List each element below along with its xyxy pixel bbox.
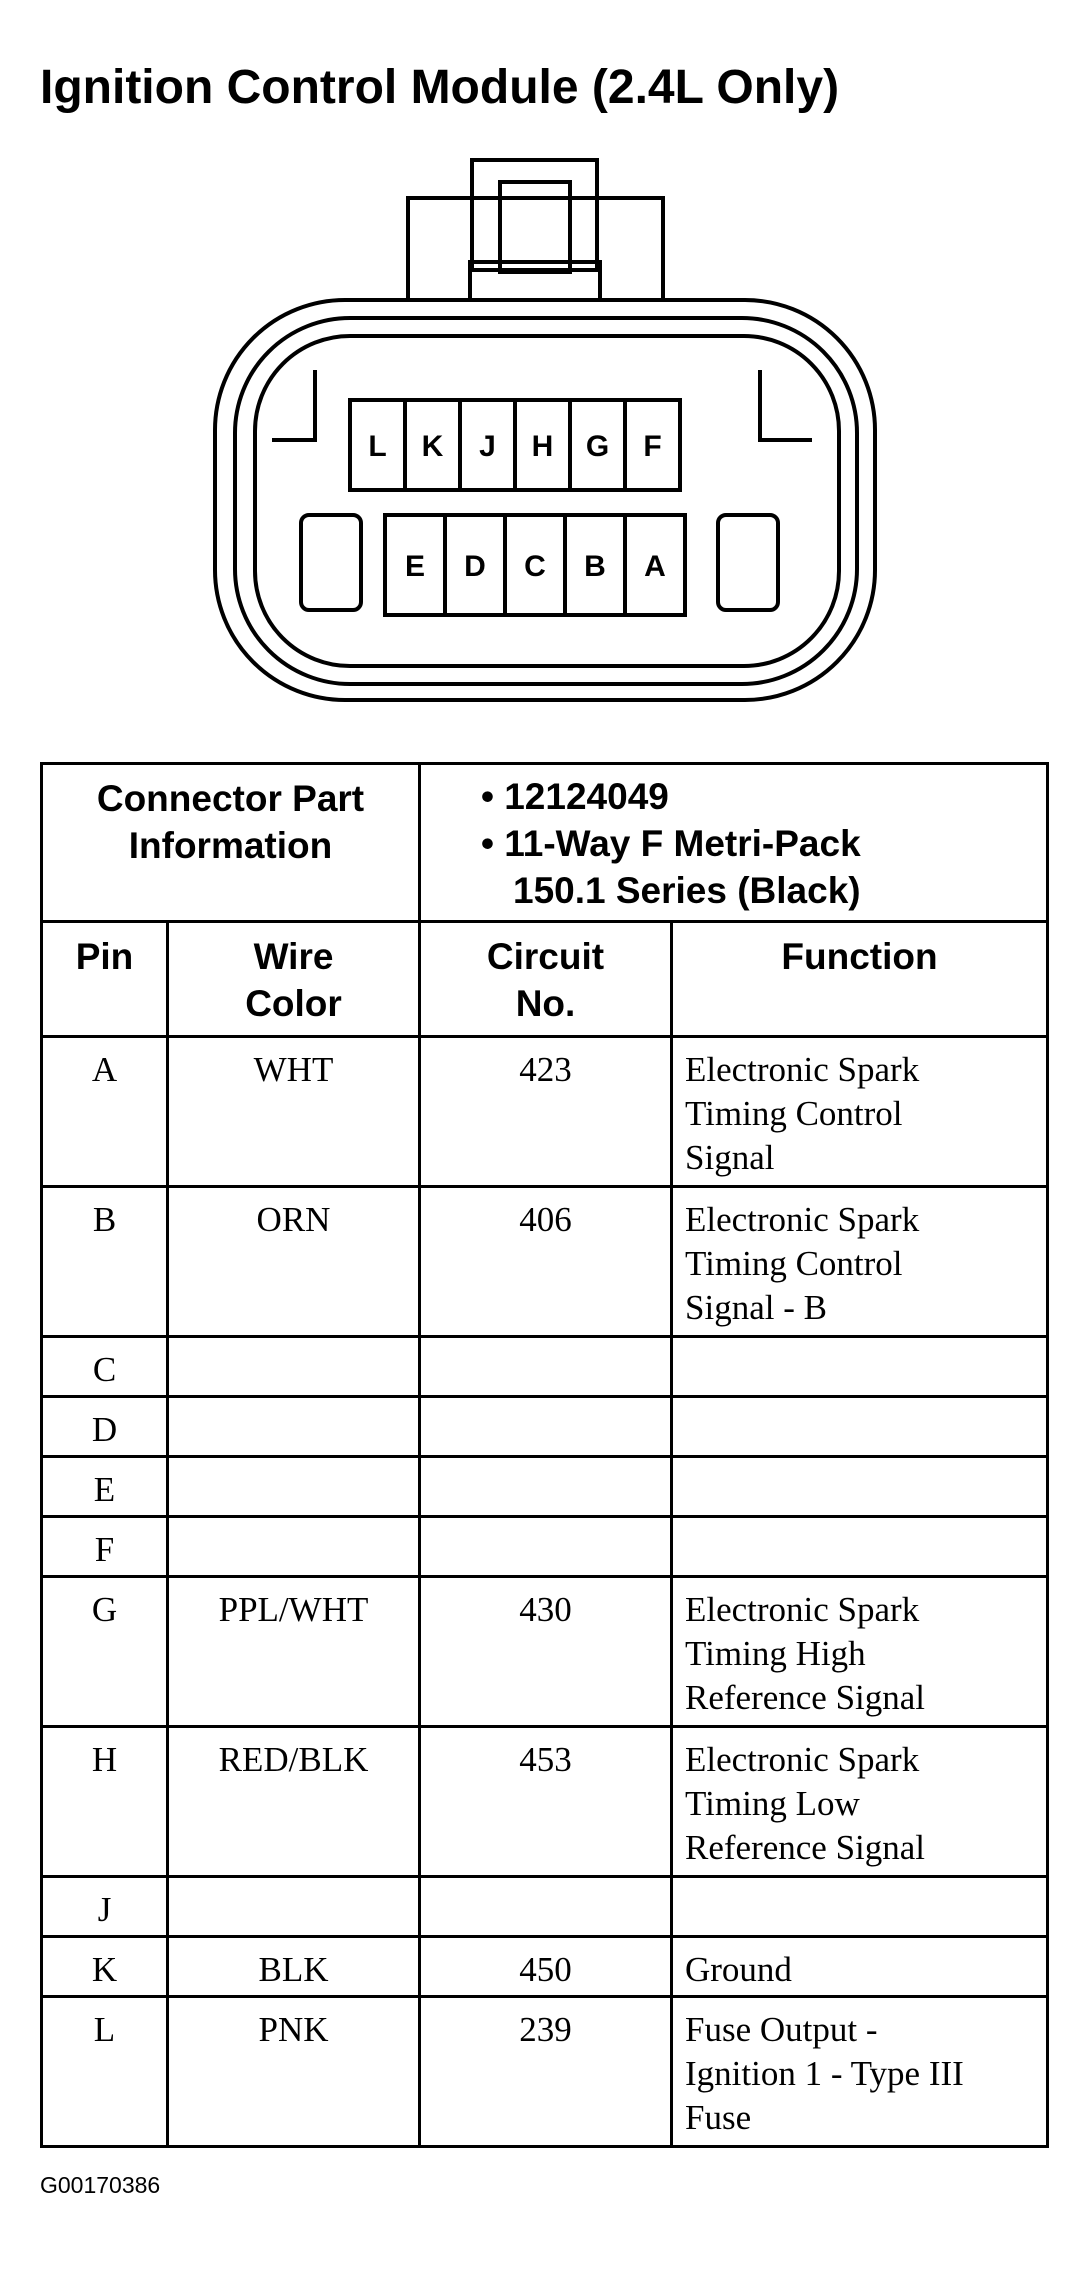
circuit-no-cell <box>420 1517 672 1577</box>
wire-color-cell: ORN <box>168 1187 420 1337</box>
header-function: Function <box>672 922 1048 1037</box>
circuit-no-cell <box>420 1337 672 1397</box>
diagram-title: Ignition Control Module (2.4L Only) <box>40 61 840 114</box>
pin-cell: A <box>42 1037 168 1187</box>
pin-cell: K <box>42 1937 168 1997</box>
connector-face-diagram <box>0 0 1087 720</box>
pin-cavity-g: G <box>585 430 610 463</box>
table-row <box>42 1517 1048 1577</box>
pin-cell: B <box>42 1187 168 1337</box>
table-row <box>42 1577 1048 1727</box>
table-row <box>42 1187 1048 1337</box>
pin-row-bottom <box>385 515 685 615</box>
table-row <box>42 1877 1048 1937</box>
pin-cell: G <box>42 1577 168 1727</box>
circuit-no-cell: 450 <box>420 1937 672 1997</box>
pin-cavity-d: D <box>464 550 486 583</box>
pin-cell: J <box>42 1877 168 1937</box>
function-cell <box>672 1337 1048 1397</box>
pin-cell: D <box>42 1397 168 1457</box>
wire-color-cell <box>168 1517 420 1577</box>
pin-cell: L <box>42 1997 168 2147</box>
function-cell: Electronic Spark Timing Control Signal - B <box>672 1187 1048 1337</box>
circuit-no-cell: 406 <box>420 1187 672 1337</box>
wire-color-cell: PPL/WHT <box>168 1577 420 1727</box>
table-row <box>42 1457 1048 1517</box>
pin-cavity-e: E <box>404 550 426 583</box>
header-circuit-no: Circuit No. <box>420 922 672 1037</box>
latch-outer <box>472 160 597 270</box>
function-cell <box>672 1397 1048 1457</box>
circuit-no-cell: 423 <box>420 1037 672 1187</box>
function-cell: Ground <box>672 1937 1048 1997</box>
function-cell: Electronic Spark Timing High Reference Signal <box>672 1577 1048 1727</box>
wire-color-cell <box>168 1457 420 1517</box>
circuit-no-cell <box>420 1457 672 1517</box>
latch-base <box>408 198 663 303</box>
connector-type: • 11-Way F Metri-Pack <box>481 823 861 864</box>
circuit-no-cell: 239 <box>420 1997 672 2147</box>
pin-cavity-k: K <box>421 430 444 463</box>
pin-row-top <box>350 400 680 490</box>
latch-inner <box>500 182 570 272</box>
pin-cavity-b: B <box>584 550 606 583</box>
table-row <box>42 1727 1048 1877</box>
circuit-no-cell <box>420 1397 672 1457</box>
pin-cavity-h: H <box>531 430 554 463</box>
connector-pin-table <box>40 762 1049 2148</box>
header-pin: Pin <box>42 922 168 1037</box>
table-row <box>42 1337 1048 1397</box>
wire-color-cell: PNK <box>168 1997 420 2147</box>
pin-cell: F <box>42 1517 168 1577</box>
function-cell <box>672 1877 1048 1937</box>
pin-cavity-l: L <box>368 430 387 463</box>
wire-color-cell: WHT <box>168 1037 420 1187</box>
pin-cavity-f: F <box>643 430 662 463</box>
table-row <box>42 1997 1048 2147</box>
pin-cell: H <box>42 1727 168 1877</box>
function-cell <box>672 1457 1048 1517</box>
function-cell: Electronic Spark Timing Low Reference Signal <box>672 1727 1048 1877</box>
wire-color-cell <box>168 1397 420 1457</box>
pin-cell: C <box>42 1337 168 1397</box>
wire-color-cell: BLK <box>168 1937 420 1997</box>
table-row <box>42 1937 1048 1997</box>
pin-cavity-j: J <box>479 430 496 463</box>
pin-cavity-a: A <box>644 550 666 583</box>
function-cell: Electronic Spark Timing Control Signal <box>672 1037 1048 1187</box>
circuit-no-cell: 453 <box>420 1727 672 1877</box>
wire-color-cell <box>168 1337 420 1397</box>
table-row <box>42 1397 1048 1457</box>
part-info-row <box>42 764 1048 922</box>
circuit-no-cell: 430 <box>420 1577 672 1727</box>
connector-series: 150.1 Series (Black) <box>513 870 861 911</box>
body-outer <box>215 300 875 700</box>
header-wire-color: Wire Color <box>168 922 420 1037</box>
pin-cell: E <box>42 1457 168 1517</box>
part-number: • 12124049 <box>481 776 669 817</box>
figure-code: G00170386 <box>40 2172 161 2198</box>
wire-color-cell <box>168 1877 420 1937</box>
column-header-row <box>42 922 1048 1037</box>
connector-part-label: Connector Part Information <box>42 764 420 922</box>
table-row <box>42 1037 1048 1187</box>
wire-color-cell: RED/BLK <box>168 1727 420 1877</box>
function-cell: Fuse Output - Ignition 1 - Type III Fuse <box>672 1997 1048 2147</box>
part-info-cell <box>420 764 1048 922</box>
function-cell <box>672 1517 1048 1577</box>
pin-cavity-c: C <box>524 550 546 583</box>
circuit-no-cell <box>420 1877 672 1937</box>
